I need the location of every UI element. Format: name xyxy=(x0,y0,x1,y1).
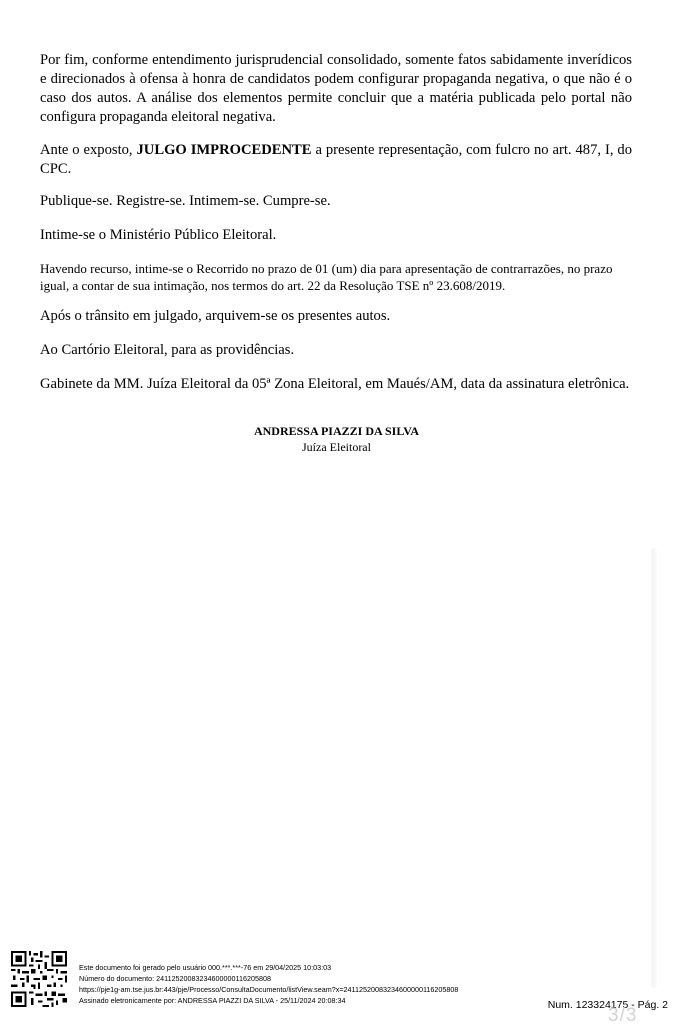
paragraph-publish: Publique-se. Registre-se. Intimem-se. Cumpre-se. xyxy=(40,193,331,209)
signature-role: Juíza Eleitoral xyxy=(302,440,371,454)
footer-generated-by: Este documento foi gerado pelo usuário 000.***.***-76 em 29/04/2025 10:03:03 xyxy=(79,963,332,972)
footer-verification-link[interactable]: https://pje1g-am.tse.jus.br:443/pje/Processo/ConsultaDocumento/listView.seam?x=24112520083234600000116205808 xyxy=(79,985,459,994)
ruling-basis: a presente representação, com fulcro no art. 487, I, do CPC. xyxy=(40,142,632,177)
document-footer xyxy=(79,962,549,1006)
page-count-indicator: 3/3 xyxy=(608,1005,638,1026)
ruling-intro: Ante o exposto, xyxy=(40,142,137,158)
page-number: Num. 123324175 - Pág. 2 xyxy=(547,999,668,1011)
paragraph-registry: Ao Cartório Eleitoral, para as providências. xyxy=(40,342,295,358)
paragraph-appeal: Havendo recurso, intime-se o Recorrido no prazo de 01 (um) dia para apresentação de contrarrazões, no prazo igual, a contar de sua intimação, nos termos do art. 22 da Resolução TSE nº 23.608/2019. xyxy=(40,261,613,293)
paragraph-conclusion: Por fim, conforme entendimento jurisprudencial consolidado, somente fatos sabidamente inverídicos e direcionados à ofensa à honra de candidatos podem configurar propaganda negativa, o que não é o caso dos autos. A análise dos elementos permite concluir que a matéria publicada pelo portal não configura propaganda eleitoral negativa. xyxy=(40,52,632,125)
footer-document-number: Número do documento: 24112520083234600000116205808 xyxy=(79,974,271,983)
paragraph-ruling xyxy=(40,141,632,179)
paragraph-archive: Após o trânsito em julgado, arquivem-se os presentes autos. xyxy=(40,308,391,324)
paragraph-chambers: Gabinete da MM. Juíza Eleitoral da 05ª Zona Eleitoral, em Maués/AM, data da assinatura eletrônica. xyxy=(40,376,630,392)
footer-signed-by: Assinado eletronicamente por: ANDRESSA PIAZZI DA SILVA - 25/11/2024 20:08:34 xyxy=(79,996,346,1005)
paragraph-notify-ministry: Intime-se o Ministério Público Eleitoral. xyxy=(40,227,277,243)
scrollbar[interactable] xyxy=(651,548,657,988)
qr-code-icon xyxy=(11,951,67,1007)
ruling-verdict: JULGO IMPROCEDENTE xyxy=(136,142,312,158)
signature-name: ANDRESSA PIAZZI DA SILVA xyxy=(253,424,420,438)
